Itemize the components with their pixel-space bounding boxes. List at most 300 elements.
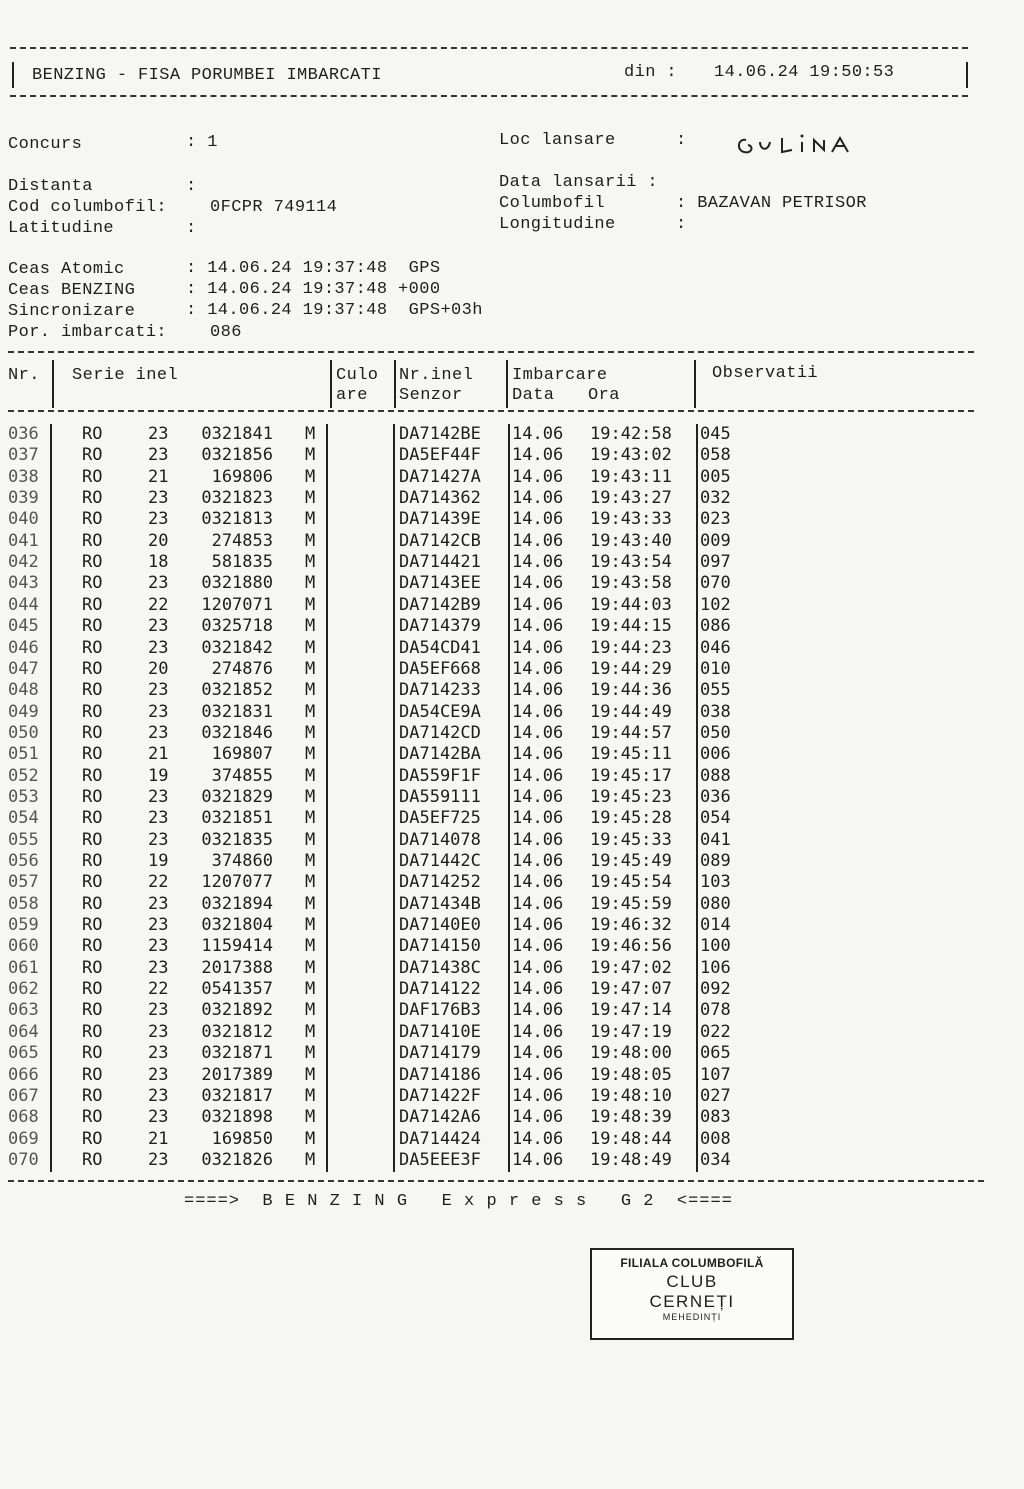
row-sex: M (305, 765, 316, 786)
row-year: 21 (148, 744, 169, 765)
row-nr: 053 (8, 786, 39, 807)
row-time: 19:48:05 (590, 1064, 672, 1085)
row-date: 14.06 (512, 851, 564, 871)
hdr-sep-2 (330, 360, 332, 408)
row-year: 23 (148, 701, 169, 722)
row-date: 14.06 (512, 530, 564, 551)
row-nr: 062 (8, 979, 39, 1000)
row-sex: M (305, 1000, 316, 1021)
loc-lansare-label: Loc lansare (499, 131, 616, 150)
row-date: 14.06 (512, 488, 564, 509)
row-observation: 034 (700, 1149, 731, 1170)
row-time: 19:46:32 (590, 915, 672, 936)
table-row (0, 1065, 1024, 1086)
row-time: 19:48:49 (590, 1149, 672, 1170)
table-row (0, 467, 1024, 488)
row-ring-number: 374860 (211, 851, 273, 871)
row-ring-number: 1207071 (201, 594, 273, 615)
concurs-value: : 1 (186, 133, 218, 152)
row-country: RO (82, 1085, 103, 1106)
row-sex: M (305, 957, 316, 978)
row-ring-number: 0321804 (201, 915, 273, 936)
row-country: RO (82, 1021, 103, 1042)
distanta-label: Distanta (8, 177, 93, 196)
table-row (0, 445, 1024, 466)
row-year: 20 (148, 530, 169, 551)
ceas-atomic-label: Ceas Atomic (8, 260, 125, 279)
table-row (0, 702, 1024, 723)
row-observation: 086 (700, 616, 731, 637)
row-country: RO (82, 957, 103, 978)
row-country: RO (82, 445, 103, 466)
row-sex: M (305, 744, 316, 765)
row-time: 19:45:23 (590, 786, 672, 807)
row-sex: M (305, 488, 316, 509)
row-ring-number: 0325718 (201, 616, 273, 637)
sincronizare-value: : 14.06.24 19:37:48 GPS+03h (186, 301, 483, 320)
row-nr: 050 (8, 722, 39, 743)
row-date: 14.06 (512, 786, 564, 807)
row-nr: 037 (8, 445, 39, 466)
row-country: RO (82, 915, 103, 936)
row-observation: 014 (700, 915, 731, 936)
row-ring-number: 0321852 (201, 680, 273, 701)
hdr-sep-4 (506, 360, 508, 408)
row-sex: M (305, 1021, 316, 1042)
row-ring-number: 0321829 (201, 786, 273, 807)
table-row (0, 808, 1024, 829)
row-ring-number: 1207077 (201, 872, 273, 893)
row-country: RO (82, 637, 103, 658)
row-sensor-ring: DA5EF668 (399, 658, 481, 679)
row-observation: 070 (700, 573, 731, 594)
row-sex: M (305, 893, 316, 914)
table-row (0, 894, 1024, 915)
stamp-line-4: MEHEDINȚI (662, 1312, 722, 1322)
row-sex: M (305, 658, 316, 679)
row-date: 14.06 (512, 424, 564, 444)
row-observation: 006 (700, 744, 731, 765)
table-row (0, 851, 1024, 872)
table-row (0, 680, 1024, 701)
row-date: 14.06 (512, 616, 564, 637)
row-ring-number: 2017389 (201, 1064, 273, 1085)
row-year: 19 (148, 765, 169, 786)
row-time: 19:44:23 (590, 637, 672, 658)
row-year: 23 (148, 1021, 169, 1042)
col-header-culoare-2: are (336, 386, 368, 405)
row-nr: 070 (8, 1149, 39, 1170)
row-sex: M (305, 829, 316, 850)
distanta-value: : (186, 177, 197, 196)
row-ring-number: 0321813 (201, 509, 273, 530)
row-ring-number: 581835 (211, 552, 273, 573)
row-ring-number: 374855 (211, 765, 273, 786)
row-ring-number: 0321817 (201, 1085, 273, 1106)
row-nr: 068 (8, 1107, 39, 1128)
club-stamp (590, 1248, 794, 1340)
longitudine-label: Longitudine (499, 215, 616, 234)
table-row (0, 936, 1024, 957)
row-ring-number: 169850 (211, 1128, 273, 1149)
row-country: RO (82, 616, 103, 637)
row-nr: 065 (8, 1043, 39, 1064)
row-observation: 089 (700, 851, 731, 871)
latitudine-label: Latitudine (8, 219, 115, 238)
row-nr: 044 (8, 594, 39, 615)
row-observation: 010 (700, 658, 731, 679)
row-year: 23 (148, 829, 169, 850)
row-year: 23 (148, 1000, 169, 1021)
columbofil-label: Columbofil (499, 194, 606, 213)
row-time: 19:45:49 (590, 851, 672, 871)
row-date: 14.06 (512, 1085, 564, 1106)
row-country: RO (82, 1149, 103, 1170)
row-nr: 046 (8, 637, 39, 658)
row-year: 22 (148, 979, 169, 1000)
row-sensor-ring: DA559111 (399, 786, 481, 807)
table-row (0, 552, 1024, 573)
row-ring-number: 0321812 (201, 1021, 273, 1042)
row-ring-number: 274876 (211, 658, 273, 679)
row-year: 23 (148, 573, 169, 594)
row-year: 23 (148, 424, 169, 444)
row-sensor-ring: DA7143EE (399, 573, 481, 594)
row-sex: M (305, 637, 316, 658)
row-country: RO (82, 808, 103, 829)
row-country: RO (82, 573, 103, 594)
col-header-nrinel-1: Nr.inel (399, 366, 474, 385)
row-nr: 043 (8, 573, 39, 594)
row-country: RO (82, 786, 103, 807)
row-observation: 054 (700, 808, 731, 829)
row-year: 23 (148, 445, 169, 466)
row-ring-number: 0321856 (201, 445, 273, 466)
row-country: RO (82, 893, 103, 914)
row-observation: 045 (700, 424, 731, 444)
row-sex: M (305, 1085, 316, 1106)
row-date: 14.06 (512, 680, 564, 701)
row-year: 23 (148, 637, 169, 658)
row-date: 14.06 (512, 1128, 564, 1149)
row-sex: M (305, 594, 316, 615)
row-sex: M (305, 552, 316, 573)
row-nr: 039 (8, 488, 39, 509)
row-date: 14.06 (512, 1000, 564, 1021)
row-nr: 058 (8, 893, 39, 914)
row-year: 23 (148, 1085, 169, 1106)
row-time: 19:48:39 (590, 1107, 672, 1128)
row-sensor-ring: DA7142CB (399, 530, 481, 551)
row-sensor-ring: DA71439E (399, 509, 481, 530)
row-ring-number: 0321831 (201, 701, 273, 722)
row-ring-number: 0321880 (201, 573, 273, 594)
row-country: RO (82, 1064, 103, 1085)
row-sensor-ring: DA71410E (399, 1021, 481, 1042)
table-row (0, 424, 1024, 445)
row-date: 14.06 (512, 637, 564, 658)
row-sensor-ring: DA714362 (399, 488, 481, 509)
row-time: 19:43:27 (590, 488, 672, 509)
row-sex: M (305, 786, 316, 807)
row-sex: M (305, 872, 316, 893)
row-sex: M (305, 616, 316, 637)
row-sensor-ring: DA714078 (399, 829, 481, 850)
row-sex: M (305, 424, 316, 444)
table-row (0, 1000, 1024, 1021)
stamp-line-3: CERNEȚI (649, 1292, 735, 1311)
row-sex: M (305, 915, 316, 936)
row-ring-number: 0321835 (201, 829, 273, 850)
row-sensor-ring: DA7142BE (399, 424, 481, 444)
row-observation: 078 (700, 1000, 731, 1021)
cod-columbofil-value: 0FCPR 749114 (210, 198, 338, 217)
row-sensor-ring: DA714179 (399, 1043, 481, 1064)
table-row (0, 595, 1024, 616)
latitudine-value: : (186, 219, 197, 238)
row-sex: M (305, 509, 316, 530)
row-date: 14.06 (512, 1149, 564, 1170)
row-sensor-ring: DA71438C (399, 957, 481, 978)
stamp-line-1: FILIALA COLUMBOFILĂ (620, 1256, 764, 1270)
row-year: 21 (148, 1128, 169, 1149)
row-sex: M (305, 936, 316, 957)
row-ring-number: 0321898 (201, 1107, 273, 1128)
longitudine-value: : (676, 215, 687, 234)
row-country: RO (82, 701, 103, 722)
loc-lansare-sep: : (676, 131, 687, 150)
row-sensor-ring: DA5EF725 (399, 808, 481, 829)
row-time: 19:43:54 (590, 552, 672, 573)
row-country: RO (82, 829, 103, 850)
row-nr: 055 (8, 829, 39, 850)
row-nr: 048 (8, 680, 39, 701)
row-ring-number: 0321823 (201, 488, 273, 509)
row-nr: 069 (8, 1128, 39, 1149)
row-country: RO (82, 936, 103, 957)
hdr-sep-5 (694, 360, 696, 408)
table-row (0, 1150, 1024, 1171)
row-nr: 060 (8, 936, 39, 957)
row-time: 19:43:02 (590, 445, 672, 466)
row-time: 19:45:17 (590, 765, 672, 786)
row-year: 23 (148, 786, 169, 807)
row-nr: 041 (8, 530, 39, 551)
row-time: 19:45:28 (590, 808, 672, 829)
table-row (0, 723, 1024, 744)
row-date: 14.06 (512, 1043, 564, 1064)
row-date: 14.06 (512, 1064, 564, 1085)
row-observation: 065 (700, 1043, 731, 1064)
row-country: RO (82, 658, 103, 679)
row-time: 19:43:40 (590, 530, 672, 551)
row-sensor-ring: DA714421 (399, 552, 481, 573)
row-observation: 038 (700, 701, 731, 722)
row-country: RO (82, 466, 103, 487)
row-observation: 083 (700, 1107, 731, 1128)
row-time: 19:48:10 (590, 1085, 672, 1106)
row-ring-number: 0321842 (201, 637, 273, 658)
row-time: 19:42:58 (590, 424, 672, 444)
row-nr: 045 (8, 616, 39, 637)
row-nr: 061 (8, 957, 39, 978)
row-sensor-ring: DA71434B (399, 893, 481, 914)
table-row (0, 1086, 1024, 1107)
row-ring-number: 169807 (211, 744, 273, 765)
row-sensor-ring: DA559F1F (399, 765, 481, 786)
row-time: 19:46:56 (590, 936, 672, 957)
table-row (0, 531, 1024, 552)
row-time: 19:47:02 (590, 957, 672, 978)
row-date: 14.06 (512, 765, 564, 786)
row-country: RO (82, 1043, 103, 1064)
cod-columbofil-label: Cod columbofil: (8, 198, 168, 217)
row-ring-number: 0321841 (201, 424, 273, 444)
row-sensor-ring: DA54CD41 (399, 637, 481, 658)
row-time: 19:45:59 (590, 893, 672, 914)
row-year: 23 (148, 808, 169, 829)
row-time: 19:45:33 (590, 829, 672, 850)
row-sensor-ring: DA7142B9 (399, 594, 481, 615)
row-year: 23 (148, 616, 169, 637)
row-sensor-ring: DA714150 (399, 936, 481, 957)
row-country: RO (82, 509, 103, 530)
col-header-culoare-1: Culo (336, 366, 379, 385)
row-observation: 008 (700, 1128, 731, 1149)
row-observation: 088 (700, 765, 731, 786)
hdr-sep-3 (394, 360, 396, 408)
row-ring-number: 0321871 (201, 1043, 273, 1064)
row-nr: 038 (8, 466, 39, 487)
row-nr: 054 (8, 808, 39, 829)
footer-banner: ====> B E N Z I N G E x p r e s s G 2 <==== (184, 1192, 733, 1211)
header-right-bar (966, 62, 968, 88)
concurs-label: Concurs (8, 135, 83, 154)
row-country: RO (82, 594, 103, 615)
row-time: 19:45:54 (590, 872, 672, 893)
table-row (0, 958, 1024, 979)
row-nr: 040 (8, 509, 39, 530)
row-date: 14.06 (512, 552, 564, 573)
row-nr: 036 (8, 424, 39, 444)
table-row (0, 1043, 1024, 1064)
row-country: RO (82, 979, 103, 1000)
row-sensor-ring: DA7142BA (399, 744, 481, 765)
row-year: 23 (148, 957, 169, 978)
header-left-bar (12, 62, 14, 88)
row-observation: 027 (700, 1085, 731, 1106)
row-year: 23 (148, 722, 169, 743)
row-country: RO (82, 872, 103, 893)
row-sensor-ring: DA71422F (399, 1085, 481, 1106)
row-date: 14.06 (512, 701, 564, 722)
row-date: 14.06 (512, 445, 564, 466)
row-sensor-ring: DA71427A (399, 466, 481, 487)
row-observation: 005 (700, 466, 731, 487)
row-sex: M (305, 979, 316, 1000)
row-observation: 046 (700, 637, 731, 658)
row-observation: 036 (700, 786, 731, 807)
row-sex: M (305, 701, 316, 722)
col-header-serie: Serie inel (72, 366, 179, 385)
row-time: 19:44:57 (590, 722, 672, 743)
row-observation: 009 (700, 530, 731, 551)
row-time: 19:48:44 (590, 1128, 672, 1149)
row-nr: 051 (8, 744, 39, 765)
row-observation: 100 (700, 936, 731, 957)
row-time: 19:44:15 (590, 616, 672, 637)
table-row (0, 872, 1024, 893)
table-row (0, 1107, 1024, 1128)
ceas-benzing-label: Ceas BENZING (8, 281, 136, 300)
row-year: 20 (148, 658, 169, 679)
row-sensor-ring: DA714122 (399, 979, 481, 1000)
row-sex: M (305, 1064, 316, 1085)
col-header-nr: Nr. (8, 366, 40, 385)
row-date: 14.06 (512, 573, 564, 594)
row-year: 19 (148, 851, 169, 871)
row-sex: M (305, 466, 316, 487)
row-observation: 041 (700, 829, 731, 850)
table-row (0, 766, 1024, 787)
row-year: 23 (148, 936, 169, 957)
row-sex: M (305, 808, 316, 829)
row-year: 23 (148, 680, 169, 701)
row-year: 23 (148, 915, 169, 936)
row-country: RO (82, 424, 103, 444)
table-row (0, 616, 1024, 637)
header-top-rule (10, 47, 968, 49)
row-nr: 047 (8, 658, 39, 679)
row-time: 19:48:00 (590, 1043, 672, 1064)
row-year: 23 (148, 1043, 169, 1064)
table-row (0, 915, 1024, 936)
row-date: 14.06 (512, 1107, 564, 1128)
row-observation: 058 (700, 445, 731, 466)
table-row (0, 1129, 1024, 1150)
row-ring-number: 274853 (211, 530, 273, 551)
row-observation: 103 (700, 872, 731, 893)
row-date: 14.06 (512, 872, 564, 893)
ceas-atomic-value: : 14.06.24 19:37:48 GPS (186, 259, 441, 278)
row-country: RO (82, 530, 103, 551)
row-country: RO (82, 744, 103, 765)
row-sex: M (305, 1128, 316, 1149)
row-year: 21 (148, 466, 169, 487)
row-sensor-ring: DAF176B3 (399, 1000, 481, 1021)
row-observation: 080 (700, 893, 731, 914)
row-nr: 056 (8, 851, 39, 871)
porumbei-imbarcati-label: Por. imbarcati: (8, 323, 168, 342)
row-country: RO (82, 1000, 103, 1021)
row-sensor-ring: DA5EEE3F (399, 1149, 481, 1170)
row-observation: 055 (700, 680, 731, 701)
row-sex: M (305, 1149, 316, 1170)
row-nr: 063 (8, 1000, 39, 1021)
col-header-observatii: Observatii (712, 364, 819, 383)
row-date: 14.06 (512, 915, 564, 936)
row-time: 19:47:19 (590, 1021, 672, 1042)
row-country: RO (82, 1107, 103, 1128)
row-sex: M (305, 445, 316, 466)
row-observation: 050 (700, 722, 731, 743)
row-nr: 059 (8, 915, 39, 936)
row-date: 14.06 (512, 466, 564, 487)
row-nr: 052 (8, 765, 39, 786)
row-time: 19:44:03 (590, 594, 672, 615)
ceas-benzing-value: : 14.06.24 19:37:48 +000 (186, 280, 441, 299)
row-ring-number: 169806 (211, 466, 273, 487)
